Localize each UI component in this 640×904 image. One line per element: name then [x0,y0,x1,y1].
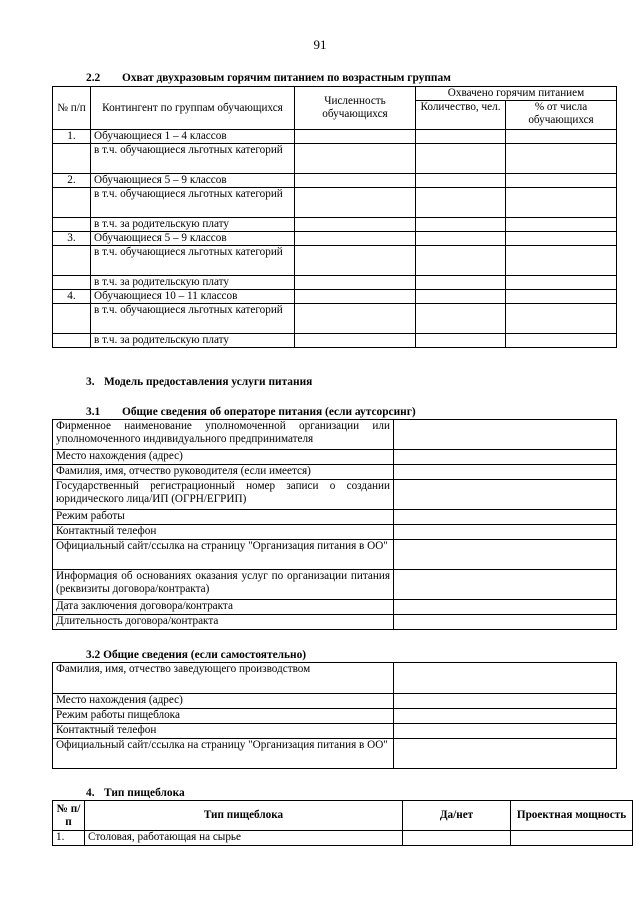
input-cell[interactable] [506,188,617,218]
row-num: 3. [53,232,91,246]
input-cell[interactable] [295,304,416,334]
section-3-2-heading [86,649,306,662]
header-qty: Количество, чел. [416,101,506,130]
input-cell[interactable] [506,130,617,144]
input-cell[interactable] [506,276,617,290]
input-cell[interactable] [416,276,506,290]
input-cell[interactable] [394,663,617,694]
row-label: в т.ч. обучающиеся льготных категорий [91,304,295,334]
table-row [53,232,617,246]
row-label: в т.ч. обучающиеся льготных категорий [91,188,295,218]
table-row [53,246,617,276]
input-cell[interactable] [416,304,506,334]
table-row [53,304,617,334]
row-num: 4. [53,290,91,304]
input-cell[interactable] [394,540,617,570]
input-cell[interactable] [394,709,617,724]
input-cell[interactable] [394,420,617,450]
row-num: 1. [53,831,85,846]
table-row [53,334,617,348]
coverage-table [52,86,617,348]
input-cell[interactable] [506,174,617,188]
row-label: Режим работы пищеблока [53,709,394,724]
input-cell[interactable] [506,334,617,348]
row-label: Государственный регистрационный номер записи о создании юридического лица/ИП (ОГРН/ЕГРИП) [53,480,394,510]
row-label: в т.ч. обучающиеся льготных категорий [91,144,295,174]
input-cell[interactable] [416,174,506,188]
table-row [53,290,617,304]
row-label: в т.ч. за родительскую плату [91,334,295,348]
row-label: Обучающиеся 10 – 11 классов [91,290,295,304]
page-number: 91 [313,37,327,52]
input-cell[interactable] [416,188,506,218]
input-cell[interactable] [394,525,617,540]
input-cell[interactable] [416,246,506,276]
header-capacity: Проектная мощность [511,801,633,831]
table-row [53,144,617,174]
section-4-heading [86,787,185,800]
row-label: Место нахождения (адрес) [53,450,394,465]
table-row [53,276,617,290]
input-cell[interactable] [416,144,506,174]
input-cell[interactable] [394,739,617,769]
row-label: Официальный сайт/ссылка на страницу "Организация питания в ОО" [53,540,394,570]
row-label: Фамилия, имя, отчество заведующего производством [53,663,394,694]
row-num: 1. [53,130,91,144]
self-service-table [52,662,617,769]
input-cell[interactable] [506,304,617,334]
section-number: 3. [86,376,95,388]
input-cell[interactable] [295,174,416,188]
input-cell[interactable] [394,450,617,465]
input-cell[interactable] [394,600,617,615]
input-cell[interactable] [506,232,617,246]
section-number: 4. [86,787,95,799]
input-cell[interactable] [506,246,617,276]
input-cell[interactable] [416,218,506,232]
section-title: Тип пищеблока [104,787,185,799]
input-cell[interactable] [416,130,506,144]
row-label: Официальный сайт/ссылка на страницу "Организация питания в ОО" [53,739,394,769]
header-yesno: Да/нет [403,801,511,831]
row-label: Контактный телефон [53,525,394,540]
section-number: 2.2 [86,72,101,84]
input-cell[interactable] [295,246,416,276]
input-cell[interactable] [295,232,416,246]
kitchen-type-table [52,800,633,846]
input-cell[interactable] [394,724,617,739]
input-cell[interactable] [394,510,617,525]
input-cell[interactable] [416,290,506,304]
input-cell[interactable] [506,218,617,232]
input-cell[interactable] [295,144,416,174]
input-cell[interactable] [403,831,511,846]
input-cell[interactable] [506,144,617,174]
header-covered: Охвачено горячим питанием [416,87,617,101]
section-title: Общие сведения об операторе питания (если аутсорсинг) [122,406,416,418]
row-label: Дата заключения договора/контракта [53,600,394,615]
input-cell[interactable] [416,232,506,246]
input-cell[interactable] [394,694,617,709]
section-title: Модель предоставления услуги питания [104,376,313,388]
operator-info-table [52,419,617,630]
row-label: Контактный телефон [53,724,394,739]
section-title: 3.2 Общие сведения (если самостоятельно) [86,649,307,661]
table-row [53,218,617,232]
input-cell[interactable] [394,465,617,480]
row-label: Длительность договора/контракта [53,615,394,630]
table-row [53,831,633,846]
row-label: Обучающиеся 1 – 4 классов [91,130,295,144]
row-label: Место нахождения (адрес) [53,694,394,709]
table-row [53,174,617,188]
row-label: в т.ч. за родительскую плату [91,276,295,290]
section-number: 3.1 [86,406,101,418]
input-cell[interactable] [295,218,416,232]
row-label: в т.ч. обучающиеся льготных категорий [91,246,295,276]
row-label: Обучающиеся 5 – 9 классов [91,232,295,246]
input-cell[interactable] [394,615,617,630]
input-cell[interactable] [295,290,416,304]
input-cell[interactable] [295,334,416,348]
input-cell[interactable] [295,276,416,290]
table-row [53,188,617,218]
row-label: Режим работы [53,510,394,525]
header-num: № п/п [53,801,85,831]
input-cell[interactable] [416,334,506,348]
input-cell[interactable] [394,480,617,510]
input-cell[interactable] [295,130,416,144]
section-title: Охват двухразовым горячим питанием по возрастным группам [122,72,451,84]
row-label: Фамилия, имя, отчество руководителя (если имеется) [53,465,394,480]
section-3-heading [86,376,312,389]
row-label: Столовая, работающая на сырье [85,831,403,846]
header-count: Численность обучающихся [295,87,416,130]
header-contingent: Контингент по группам обучающихся [91,87,295,130]
row-label: Фирменное наименование уполномоченной организации или уполномоченного индивидуального предпринимателя [53,420,394,450]
section-2-2-heading [86,72,451,85]
table-row [53,130,617,144]
header-pct: % от числа обучающихся [506,101,617,130]
input-cell[interactable] [295,188,416,218]
section-3-1-heading [86,406,416,419]
header-type: Тип пищеблока [85,801,403,831]
row-label: Информация об основаниях оказания услуг по организации питания (реквизиты договора/контракта) [53,570,394,600]
row-label: в т.ч. за родительскую плату [91,218,295,232]
row-num: 2. [53,174,91,188]
input-cell[interactable] [506,290,617,304]
input-cell[interactable] [394,570,617,600]
input-cell[interactable] [511,831,633,846]
row-label: Обучающиеся 5 – 9 классов [91,174,295,188]
header-num: № п/п [53,87,91,130]
